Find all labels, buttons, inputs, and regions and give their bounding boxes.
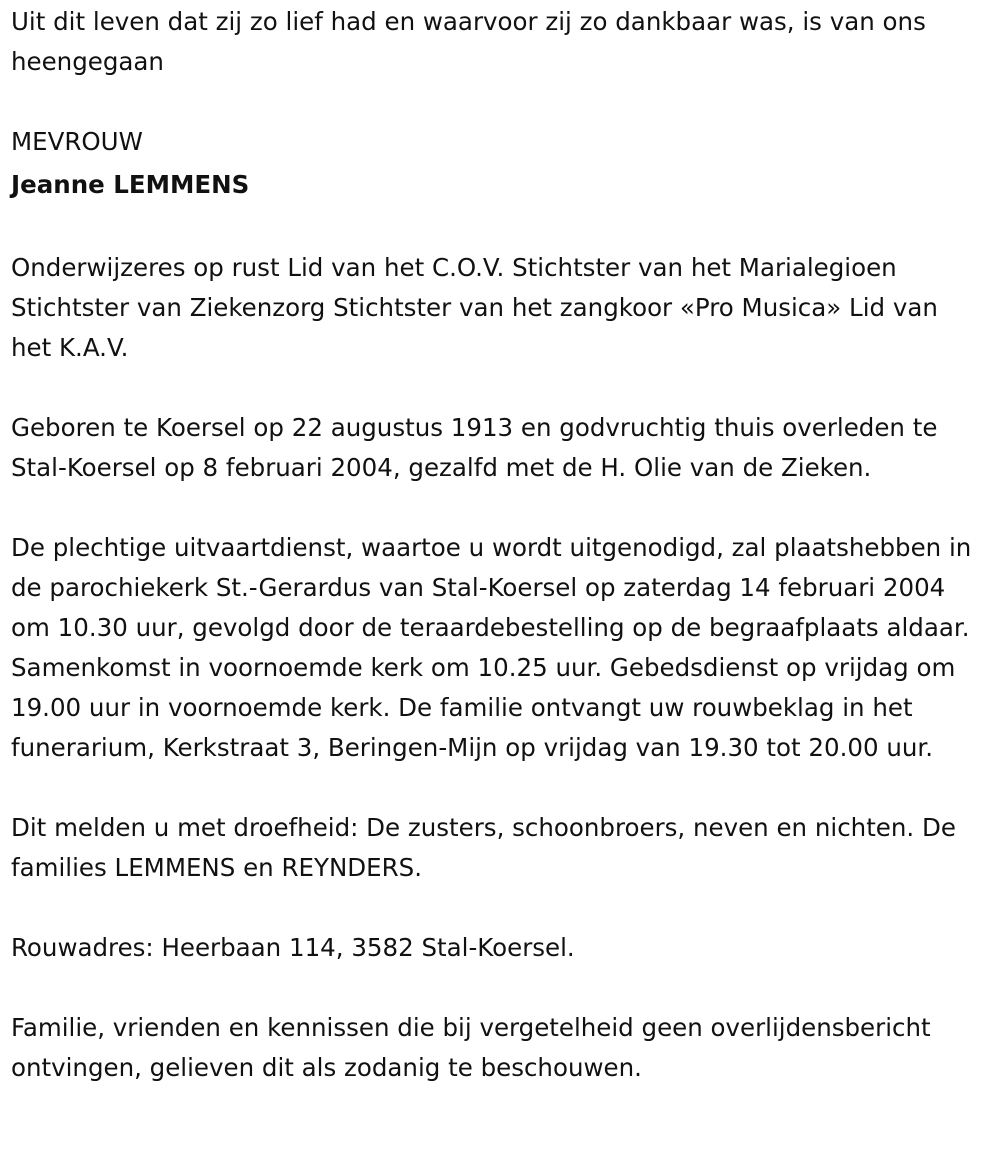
funeral-text: De plechtige uitvaartdienst, waartoe u wordt uitgenodigd, zal plaatshebben in de parochiekerk St.-Gerardus van Stal-Koersel op zaterdag 14 februari 2004 om 10.30 uur, gevolgd door de teraardebestelling op de begraafplaats aldaar. Samenkomst in voornoemde kerk om 10.25 uur. Gebedsdienst op vrijdag om 19.00 uur in voornoemde kerk. De familie ontvangt uw rouwbeklag in het funerarium, Kerkstraat 3, Beringen-Mijn op vrijdag van 19.30 tot 20.00 uur. [11,533,972,762]
address-text: Rouwadres: Heerbaan 114, 3582 Stal-Koersel. [11,933,575,962]
deceased-name: Jeanne LEMMENS [11,170,250,199]
closing-text: Familie, vrienden en kennissen die bij vergetelheid geen overlijdensbericht ontvingen, gelieven dit als zodanig te beschouwen. [11,1013,931,1082]
intro-text: Uit dit leven dat zij zo lief had en waarvoor zij zo dankbaar was, is van ons heengegaan [11,7,926,76]
announcers-text: Dit melden u met droefheid: De zusters, schoonbroers, neven en nichten. De families LEMMENS en REYNDERS. [11,813,956,882]
birth-death-text: Geboren te Koersel op 22 augustus 1913 en godvruchtig thuis overleden te Stal-Koersel op 8 februari 2004, gezalfd met de H. Olie van de Zieken. [11,413,938,482]
roles-text: Onderwijzeres op rust Lid van het C.O.V. Stichtster van het Marialegioen Stichtster van Ziekenzorg Stichtster van het zangkoor «Pro Musica» Lid van het K.A.V. [11,253,938,362]
salutation: MEVROUW [11,127,143,156]
